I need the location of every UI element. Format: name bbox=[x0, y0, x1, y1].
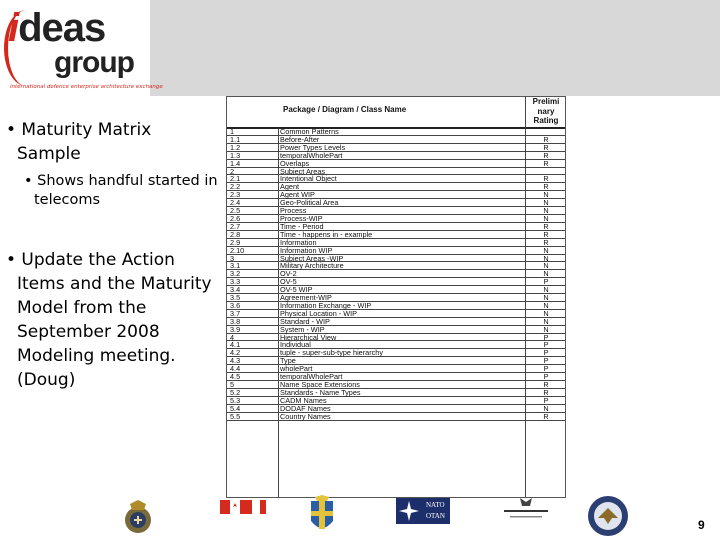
row-number: 3 bbox=[230, 253, 235, 263]
uk-mod-crest-icon bbox=[120, 498, 156, 538]
table-row bbox=[227, 231, 565, 239]
row-name: Agent WIP bbox=[280, 191, 315, 200]
row-name: Military Architecture bbox=[280, 262, 344, 271]
header-package: Package / Diagram / Class Name bbox=[283, 105, 407, 114]
table-row bbox=[227, 168, 565, 176]
row-name: Process-WIP bbox=[280, 214, 323, 223]
row-name: Agent bbox=[280, 183, 300, 192]
row-rating: N bbox=[543, 198, 549, 208]
logo-tagline: international defence enterprise architecture exchange bbox=[10, 84, 163, 90]
table-row bbox=[227, 286, 565, 294]
row-rating: R bbox=[543, 174, 549, 184]
row-number: 5.2 bbox=[230, 387, 241, 397]
table-row bbox=[227, 144, 565, 152]
row-rating: N bbox=[543, 190, 549, 200]
nato-otan-logo bbox=[396, 498, 450, 524]
table-row bbox=[227, 215, 565, 223]
row-number: 4.2 bbox=[230, 348, 241, 358]
logo-line-2: group bbox=[54, 46, 134, 79]
row-number: 2.1 bbox=[230, 174, 241, 184]
row-number: 4 bbox=[230, 332, 235, 342]
page-number: 9 bbox=[698, 518, 705, 532]
table-row bbox=[227, 373, 565, 381]
row-number: 3.8 bbox=[230, 316, 241, 326]
table-row bbox=[227, 341, 565, 349]
table-row bbox=[227, 349, 565, 357]
row-number: 5.3 bbox=[230, 395, 241, 405]
row-number: 2.6 bbox=[230, 213, 241, 223]
row-rating: R bbox=[543, 150, 549, 160]
row-number: 2.4 bbox=[230, 198, 241, 208]
row-rating: P bbox=[543, 356, 549, 366]
row-name: System - WIP bbox=[280, 325, 325, 334]
table-row bbox=[227, 183, 565, 191]
table-row bbox=[227, 262, 565, 270]
row-rating: N bbox=[543, 300, 549, 310]
row-rating: R bbox=[543, 411, 549, 421]
row-number: 2.5 bbox=[230, 206, 241, 216]
table-row bbox=[227, 326, 565, 334]
row-rating: N bbox=[543, 285, 549, 295]
row-number: 3.5 bbox=[230, 293, 241, 303]
table-row bbox=[227, 365, 565, 373]
row-rating: N bbox=[543, 269, 549, 279]
row-rating: R bbox=[543, 237, 549, 247]
bullet-update-action-items: • Update the Action Items and the Maturity Model from the September 2008 Modeling meeting. (Doug) bbox=[6, 250, 212, 390]
row-number: 1.2 bbox=[230, 142, 241, 152]
row-name: CADM Names bbox=[280, 396, 327, 405]
table-row bbox=[227, 405, 565, 413]
logo-line-1: ideas bbox=[8, 6, 106, 50]
row-number: 3.9 bbox=[230, 324, 241, 334]
row-rating: R bbox=[543, 380, 549, 389]
australia-defence-logo-icon bbox=[496, 496, 556, 526]
row-name: Before-After bbox=[280, 135, 320, 144]
row-rating: N bbox=[543, 316, 549, 326]
row-name: Hierarchical View bbox=[280, 333, 337, 342]
row-name: temporalWholePart bbox=[280, 151, 343, 160]
row-name: OV-5 WIP bbox=[280, 286, 313, 295]
row-name: wholePart bbox=[280, 365, 313, 374]
row-rating: N bbox=[543, 206, 549, 216]
row-rating: P bbox=[543, 395, 549, 405]
row-number: 1.3 bbox=[230, 150, 241, 160]
row-number: 2.8 bbox=[230, 229, 241, 239]
table-row bbox=[227, 255, 565, 263]
row-number: 3.3 bbox=[230, 277, 241, 287]
row-number: 3.2 bbox=[230, 269, 241, 279]
header-rating: Prelimi nary Rating bbox=[532, 97, 560, 125]
row-rating: R bbox=[543, 182, 549, 192]
table-row bbox=[227, 302, 565, 310]
row-name: OV-5 bbox=[280, 278, 297, 287]
row-rating: N bbox=[543, 245, 549, 255]
row-name: OV-2 bbox=[280, 270, 297, 279]
row-number: 5.5 bbox=[230, 411, 241, 421]
row-number: 2.2 bbox=[230, 182, 241, 192]
row-number: 3.6 bbox=[230, 300, 241, 310]
table-header bbox=[227, 97, 565, 129]
table-row bbox=[227, 334, 565, 342]
table-row bbox=[227, 294, 565, 302]
row-name: Information bbox=[280, 238, 317, 247]
row-number: 2 bbox=[230, 166, 235, 176]
table-row bbox=[227, 357, 565, 365]
row-name: temporalWholePart bbox=[280, 373, 343, 382]
table-row bbox=[227, 397, 565, 405]
nato-text: NATO bbox=[426, 501, 445, 509]
row-rating: R bbox=[543, 229, 549, 239]
row-rating: N bbox=[543, 324, 549, 334]
row-name: Type bbox=[280, 357, 296, 366]
table-row bbox=[227, 413, 565, 421]
table-row bbox=[227, 160, 565, 168]
row-number: 5 bbox=[230, 380, 235, 389]
row-name: Time - happens in - example bbox=[280, 230, 373, 239]
table-row bbox=[227, 199, 565, 207]
table-row bbox=[227, 239, 565, 247]
row-number: 4.4 bbox=[230, 364, 241, 374]
row-rating: N bbox=[543, 308, 549, 318]
ideas-group-logo bbox=[0, 0, 163, 96]
maturity-matrix-table bbox=[226, 96, 566, 498]
table-row bbox=[227, 389, 565, 397]
row-name: Country Names bbox=[280, 412, 331, 421]
row-number: 1.1 bbox=[230, 134, 241, 144]
row-name: Name Space Extensions bbox=[280, 381, 360, 389]
canada-flag-icon bbox=[220, 500, 266, 516]
row-rating: N bbox=[543, 293, 549, 303]
header-bar bbox=[150, 0, 720, 96]
row-number: 3.4 bbox=[230, 285, 241, 295]
row-rating: R bbox=[543, 387, 549, 397]
row-rating: P bbox=[543, 277, 549, 287]
otan-text: OTAN bbox=[426, 512, 445, 520]
sweden-crest-icon bbox=[305, 495, 339, 539]
table-row bbox=[227, 381, 565, 389]
row-number: 2.7 bbox=[230, 221, 241, 231]
row-name: Geo-Political Area bbox=[280, 199, 339, 208]
table-row bbox=[227, 270, 565, 278]
row-name: Subject Areas -WIP bbox=[280, 254, 344, 263]
row-number: 1 bbox=[230, 127, 235, 136]
row-number: 1.4 bbox=[230, 158, 241, 168]
row-rating: N bbox=[543, 261, 549, 271]
row-name: Standard - WIP bbox=[280, 317, 330, 326]
bullet-maturity-matrix: • Maturity Matrix Sample bbox=[6, 120, 152, 164]
table-body bbox=[227, 128, 565, 421]
row-name: Time - Period bbox=[280, 222, 324, 231]
row-number: 4.3 bbox=[230, 356, 241, 366]
row-number: 4.5 bbox=[230, 372, 241, 382]
row-rating: N bbox=[543, 403, 549, 413]
row-name: Power Types Levels bbox=[280, 143, 346, 152]
row-rating: R bbox=[543, 158, 549, 168]
table-row bbox=[227, 191, 565, 199]
row-name: tuple - super-sub-type hierarchy bbox=[280, 349, 384, 358]
row-name: Information Exchange - WIP bbox=[280, 301, 372, 310]
row-number: 4.1 bbox=[230, 340, 241, 350]
row-rating: P bbox=[543, 364, 549, 374]
row-rating: N bbox=[543, 213, 549, 223]
nato-star-icon bbox=[398, 500, 420, 522]
row-rating: P bbox=[543, 340, 549, 350]
bullet-telecoms: • Shows handful started in telecoms bbox=[24, 173, 218, 208]
row-number: 2.9 bbox=[230, 237, 241, 247]
row-rating: N bbox=[543, 253, 549, 263]
row-number: 2.3 bbox=[230, 190, 241, 200]
row-number: 3.1 bbox=[230, 261, 241, 271]
table-row bbox=[227, 175, 565, 183]
table-row bbox=[227, 247, 565, 255]
row-name: Intentional Object bbox=[280, 175, 337, 184]
row-rating: P bbox=[543, 332, 549, 342]
row-rating: P bbox=[543, 372, 549, 382]
table-row bbox=[227, 207, 565, 215]
row-name: Overlaps bbox=[280, 159, 310, 168]
row-name: Subject Areas bbox=[280, 167, 326, 176]
row-name: Individual bbox=[280, 341, 311, 350]
row-name: Information WIP bbox=[280, 246, 333, 255]
row-name: Agreement-WIP bbox=[280, 294, 332, 302]
row-rating: R bbox=[543, 134, 549, 144]
row-number: 5.4 bbox=[230, 403, 241, 413]
table-row bbox=[227, 136, 565, 144]
table-row bbox=[227, 152, 565, 160]
row-number: 3.7 bbox=[230, 308, 241, 318]
table-row bbox=[227, 310, 565, 318]
table-row bbox=[227, 278, 565, 286]
row-name: Physical Location - WIP bbox=[280, 309, 358, 318]
row-name: Standards - Name Types bbox=[280, 388, 361, 397]
table-row bbox=[227, 223, 565, 231]
us-dod-seal-icon bbox=[586, 494, 630, 538]
table-row bbox=[227, 128, 565, 136]
row-name: Process bbox=[280, 207, 307, 215]
row-number: 2.10 bbox=[230, 245, 245, 255]
row-rating: R bbox=[543, 142, 549, 152]
row-name: Common Patterns bbox=[280, 128, 339, 136]
row-rating: P bbox=[543, 348, 549, 358]
row-name: DODAF Names bbox=[280, 404, 331, 413]
row-rating: R bbox=[543, 221, 549, 231]
table-row bbox=[227, 318, 565, 326]
